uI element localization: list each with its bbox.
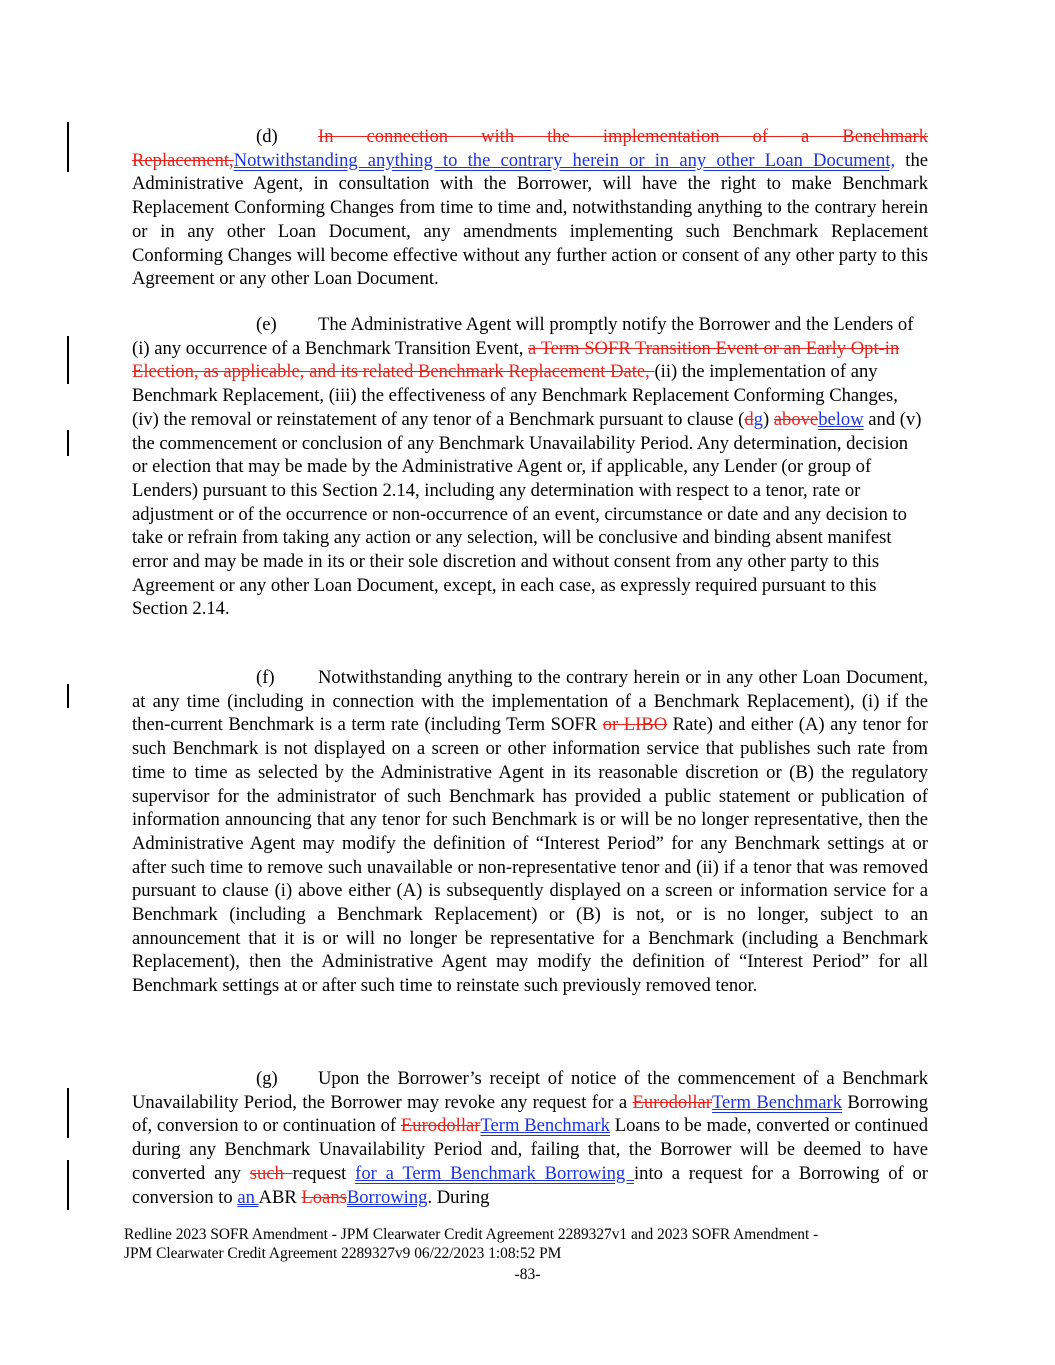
inserted-text: an — [237, 1186, 259, 1208]
change-bar — [67, 1160, 69, 1210]
paragraph-text: Borrowing of, conversion to or continuation of — [132, 1091, 928, 1137]
paragraph-text: (ii) the implementation of any Benchmark Replacement, (iii) the effectiveness of any Benchmark Replacement Conforming Changes, (iv) the removal or reinstatement of any tenor of a Benchmark pursuant to clause ( — [132, 361, 898, 430]
change-bar — [67, 684, 69, 708]
change-bar — [67, 430, 69, 456]
change-bar — [67, 336, 69, 384]
change-bar — [67, 122, 69, 172]
deleted-text: In connection with the implementation of a Benchmark Replacement, — [132, 126, 928, 171]
inserted-text: Notwithstanding anything to the contrary herein or in any other Loan Document, — [233, 149, 896, 171]
deleted-text: or LIBO — [602, 714, 668, 736]
deleted-text: such — [249, 1162, 293, 1184]
paragraph-d — [132, 125, 928, 291]
document-footer — [124, 1225, 924, 1263]
paragraph-label: (d) — [256, 126, 278, 147]
paragraph-label: (f) — [256, 667, 275, 688]
deleted-text: a Term SOFR Transition Event or an Early Opt-in Election, as applicable, and its related Benchmark Replacement Date, — [132, 337, 900, 383]
paragraph-label: (e) — [256, 314, 277, 335]
paragraph-e — [132, 313, 928, 621]
paragraph-text: request — [292, 1162, 356, 1184]
footer-line: JPM Clearwater Credit Agreement 2289327v9 06/22/2023 1:08:52 PM — [124, 1245, 562, 1262]
paragraph-label: (g) — [256, 1068, 278, 1089]
inserted-text: g — [753, 408, 763, 430]
deleted-text: d — [744, 408, 754, 430]
paragraph-text: Notwithstanding anything to the contrary herein or in any other Loan Document, at any time (including in connection with the implementation of a Benchmark Replacement), (i) if the then-current Benchmark is a term rate (including Term SOFR — [132, 667, 928, 736]
page-number: -83- — [514, 1266, 541, 1283]
footer-line: Redline 2023 SOFR Amendment - JPM Clearwater Credit Agreement 2289327v1 and 2023 SOFR Amendment - — [124, 1226, 819, 1243]
deleted-text: above — [773, 408, 819, 430]
inserted-text: below — [818, 408, 864, 430]
paragraph-g — [132, 1067, 928, 1209]
deleted-text: Loans — [301, 1186, 347, 1208]
paragraph-text: ABR — [258, 1186, 302, 1208]
deleted-text: Eurodollar — [400, 1115, 481, 1137]
paragraph-f — [132, 666, 928, 998]
paragraph-text: into a request for a Borrowing of or conversion to — [132, 1162, 928, 1208]
inserted-text: for a Term Benchmark Borrowing — [355, 1162, 635, 1184]
paragraph-text: the Administrative Agent, in consultation with the Borrower, will have the right to make Benchmark Replacement Conforming Changes from time to time and, notwithstanding anything to the contrary herein or in any other Loan Document, any amendments implementing such Benchmark Replacement Conforming Changes will become effective without any further action or consent of any other party to this Agreement or any other Loan Document. — [132, 149, 928, 290]
paragraph-text: Loans to be made, converted or continued during any Benchmark Unavailability Period and, failing that, the Borrower will be deemed to have converted any — [132, 1115, 928, 1184]
paragraph-text: Upon the Borrower’s receipt of notice of the commencement of a Benchmark Unavailability Period, the Borrower may revoke any request for a — [132, 1068, 928, 1113]
inserted-text: Term Benchmark — [711, 1091, 843, 1113]
deleted-text: Eurodollar — [632, 1091, 712, 1113]
change-bar — [67, 1088, 69, 1138]
paragraph-text: The Administrative Agent will promptly notify the Borrower and the Lenders of (i) any occurrence of a Benchmark Transition Event, — [132, 314, 914, 359]
paragraph-text: ) — [762, 408, 774, 430]
paragraph-text: . During — [427, 1186, 490, 1208]
paragraph-text: Rate) and either (A) any tenor for such Benchmark is not displayed on a screen or other information service that publishes such rate from time to time as selected by the Administrative Agent in its reasonable discretion or (B) the regulatory supervisor for the administrator of such Benchmark has provided a public statement or publication of information announcing that any tenor for such Benchmark is or will be no longer representative, then the Administrative Agent may modify the definition of “Interest Period” for any Benchmark settings at or after such time to remove such unavailable or non-representative tenor and (ii) if a tenor that was removed pursuant to clause (i) above either (A) is subsequently displayed on a screen or information service for a Benchmark (including a Benchmark Replacement) or (B) is not, or is no longer, subject to an announcement that it is or will no longer be representative for a Benchmark (including a Benchmark Replacement), then the Administrative Agent may modify the definition of “Interest Period” for all Benchmark settings at or after such time to reinstate such previously removed tenor. — [132, 714, 928, 997]
paragraph-text: and (v) the commencement or conclusion of any Benchmark Unavailability Period. Any determination, decision or election that may be made by the Administrative Agent or, if applicable, any Lender (or group of Lenders) pursuant to this Section 2.14, including any determination with respect to a tenor, rate or adjustment or of the occurrence or non-occurrence of an event, circumstance or date and any decision to take or refrain from taking any action or any selection, will be conclusive and binding absent manifest error and may be made in its or their sole discretion and without consent from any other party to this Agreement or any other Loan Document, except, in each case, as expressly required pursuant to this Section 2.14. — [132, 408, 922, 620]
inserted-text: Term Benchmark — [480, 1115, 610, 1137]
inserted-text: Borrowing — [346, 1186, 428, 1208]
